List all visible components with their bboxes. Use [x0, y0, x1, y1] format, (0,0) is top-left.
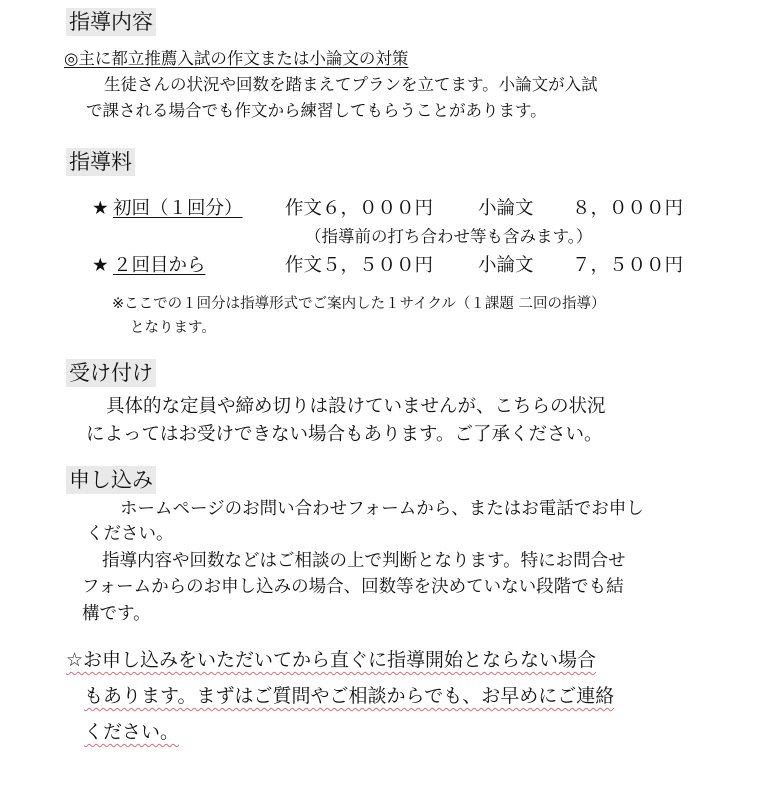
- fee-first-note: （指導前の打ち合わせ等も含みます。）: [305, 227, 593, 246]
- fee-first-essay: 作文６，０００円: [285, 198, 434, 219]
- fee-second-label: ２回目から: [113, 255, 206, 276]
- apply-line-5: 構です。: [82, 604, 151, 624]
- apply-line-4: フォームからのお申し込みの場合、回数等を決めていない段階でも結: [82, 577, 624, 597]
- apply-line-1: ホームページのお問い合わせフォームから、またはお電話でお申し: [120, 499, 644, 519]
- fee-footnote-1: ※ここでの１回分は指導形式でご案内した１サイクル（１課題 二回の指導）: [112, 296, 606, 312]
- heading-apply: 申し込み: [66, 466, 156, 494]
- fee-footnote-2: となります。: [130, 320, 216, 336]
- fee-second-essay: 作文５，５００円: [285, 255, 434, 276]
- apply-line-3: 指導内容や回数などはご相談の上で判断となります。特にお問合せ: [102, 551, 626, 571]
- reception-line-1: 具体的な定員や締め切りは設けていませんが、こちらの状況: [106, 396, 606, 417]
- notice-line-3: ください。: [84, 721, 180, 743]
- fee-second-marker: ★: [92, 255, 109, 276]
- reception-line-2: によってはお受けできない場合もあります。ご了承ください。: [86, 424, 603, 445]
- content-line-2: で課される場合でも作文から練習してもらうことがあります。: [86, 101, 547, 120]
- apply-line-2: ください。: [86, 524, 174, 544]
- heading-reception: 受け付け: [66, 359, 156, 387]
- fee-first-thesis-price: ８，０００円: [572, 198, 684, 219]
- fee-second-thesis-price: ７，５００円: [572, 255, 684, 276]
- fee-second-thesis-label: 小論文: [478, 255, 534, 276]
- heading-content: 指導内容: [66, 8, 156, 36]
- content-subtitle: ◎主に都立推薦入試の作文または小論文の対策: [64, 49, 409, 68]
- notice-line-2: もあります。まずはご質問やご相談からでも、お早めにご連絡: [84, 685, 615, 707]
- heading-fee: 指導料: [66, 148, 135, 176]
- content-line-1: 生徒さんの状況や回数を踏まえてプランを立てます。小論文が入試: [104, 75, 598, 94]
- fee-first-thesis-label: 小論文: [478, 198, 534, 219]
- fee-first-label: 初回（１回分）: [113, 198, 243, 219]
- notice-line-1: ☆お申し込みをいただいてから直ぐに指導開始とならない場合: [66, 649, 597, 671]
- fee-first-marker: ★: [92, 198, 109, 219]
